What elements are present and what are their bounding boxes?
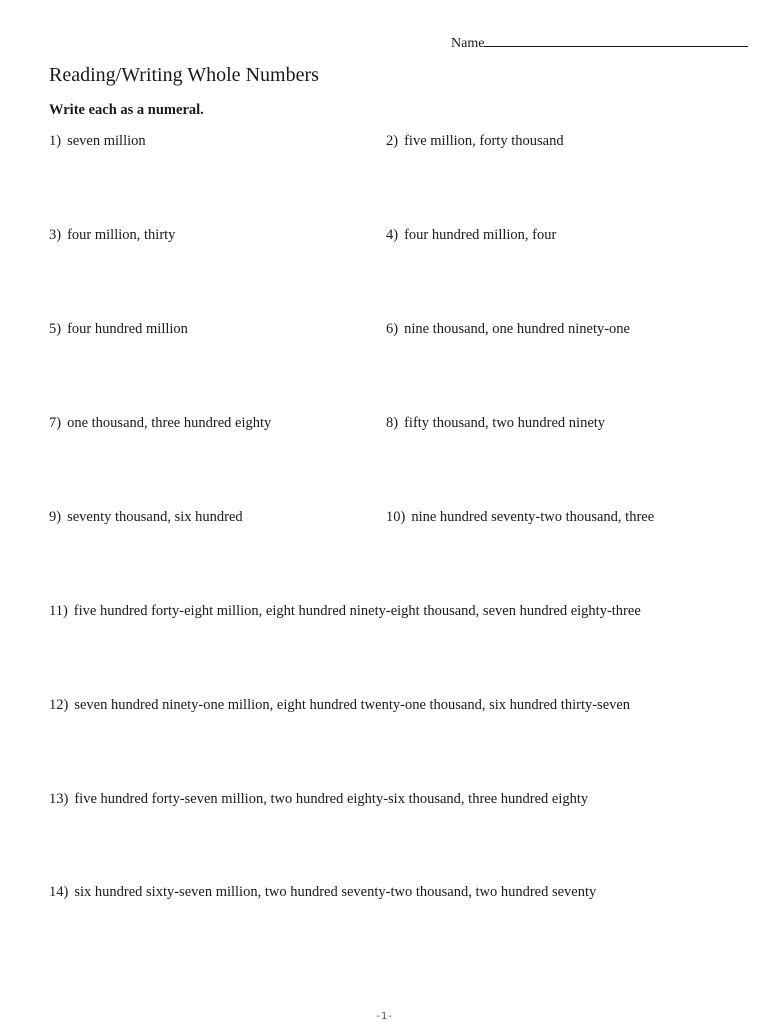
problem-number: 1) [49, 133, 62, 149]
problem-text: seventy thousand, six hundred [67, 509, 243, 525]
problem-5 [49, 321, 188, 338]
problem-3 [49, 227, 175, 244]
name-label: Name [451, 36, 485, 51]
problem-text: four hundred million, four [404, 227, 557, 243]
problem-text: six hundred sixty-seven million, two hundred seventy-two thousand, two hundred seventy [74, 884, 597, 900]
problem-11 [49, 603, 641, 620]
problem-number: 6) [386, 321, 399, 337]
instructions: Write each as a numeral. [49, 102, 204, 118]
problem-13 [49, 791, 588, 808]
problem-10 [386, 509, 654, 526]
problem-6 [386, 321, 630, 338]
problem-2 [386, 133, 564, 150]
problem-number: 9) [49, 509, 62, 525]
page-number: -1- [374, 1011, 394, 1022]
problem-number: 5) [49, 321, 62, 337]
problem-1 [49, 133, 146, 150]
problem-number: 4) [386, 227, 399, 243]
problem-number: 8) [386, 415, 399, 431]
problem-number: 11) [49, 603, 68, 619]
worksheet-title: Reading/Writing Whole Numbers [49, 64, 319, 86]
problem-number: 7) [49, 415, 62, 431]
problem-text: four hundred million [67, 321, 188, 337]
problem-number: 3) [49, 227, 62, 243]
problem-9 [49, 509, 243, 526]
problem-number: 13) [49, 791, 69, 807]
problem-text: fifty thousand, two hundred ninety [404, 415, 606, 431]
problem-text: five hundred forty-eight million, eight hundred ninety-eight thousand, seven hundred eighty-three [73, 603, 641, 619]
name-blank-line[interactable] [484, 34, 748, 47]
problem-text: nine hundred seventy-two thousand, three [411, 509, 655, 525]
name-field[interactable] [451, 34, 748, 52]
problem-4 [386, 227, 556, 244]
problem-14 [49, 884, 596, 901]
problem-text: four million, thirty [67, 227, 176, 243]
problem-text: one thousand, three hundred eighty [67, 415, 272, 431]
problem-number: 14) [49, 884, 69, 900]
problem-number: 12) [49, 697, 69, 713]
problem-7 [49, 415, 271, 432]
problem-12 [49, 697, 630, 714]
problem-8 [386, 415, 605, 432]
problem-text: five million, forty thousand [404, 133, 564, 149]
problem-text: seven million [67, 133, 146, 149]
problem-number: 10) [386, 509, 406, 525]
problem-text: five hundred forty-seven million, two hundred eighty-six thousand, three hundred eighty [74, 791, 589, 807]
problem-number: 2) [386, 133, 399, 149]
problem-text: nine thousand, one hundred ninety-one [404, 321, 630, 337]
problem-text: seven hundred ninety-one million, eight hundred twenty-one thousand, six hundred thirty-seven [74, 697, 631, 713]
